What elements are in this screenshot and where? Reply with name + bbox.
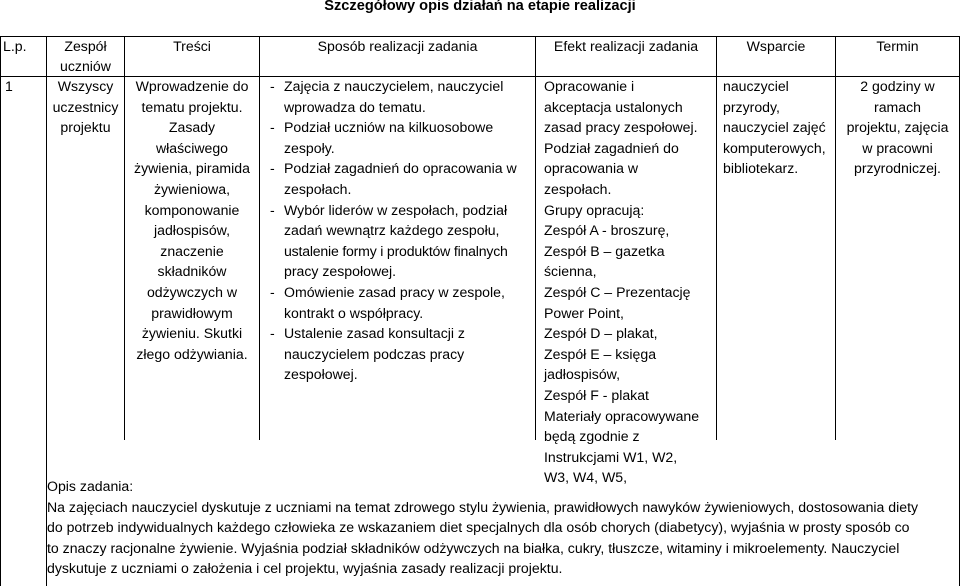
cell-line: projektu [60, 119, 111, 136]
header-tresci: Treści [173, 38, 211, 54]
cell-line: pracy zespołowej. [284, 263, 397, 280]
cell-line: składników [157, 263, 227, 280]
cell-line: Omówienie zasad pracy w zespole, [284, 283, 505, 300]
cell-line: Zespół F - plakat [544, 386, 649, 403]
cell-line: w pracowni [862, 139, 933, 156]
list-dash: - [270, 160, 275, 177]
list-dash: - [270, 283, 275, 300]
cell-line: bibliotekarz. [723, 160, 799, 177]
list-item [268, 117, 534, 158]
description-label: Opis zadania: [47, 478, 134, 494]
cell-line: opracowania w [544, 160, 639, 177]
cell-line: zespołach. [544, 180, 612, 197]
col-divider [259, 36, 260, 440]
cell-line: Zespół D – plakat, [544, 325, 658, 342]
cell-line: jadłospisów, [154, 222, 230, 239]
cell-line: zespołowej. [284, 366, 358, 383]
page-title: Szczegółowy opis działań na etapie realizacji [324, 0, 636, 14]
header-sposob: Sposób realizacji zadania [317, 38, 478, 54]
realization-table [0, 36, 960, 586]
cell-line: odżywczych w [146, 283, 238, 300]
cell-line: zespoły. [284, 139, 335, 156]
cell-line: ustalenie formy i produktów finalnych [284, 242, 508, 259]
task-description [47, 476, 957, 579]
cell-line: Wszyscy [57, 78, 114, 94]
row-termin [836, 76, 959, 179]
cell-line: żywieniu. Skutki [141, 325, 243, 342]
header-zespol [47, 36, 124, 76]
list-item [268, 76, 534, 117]
header-efekt: Efekt realizacji zadania [553, 38, 699, 54]
cell-line: Grupy opracują: [544, 201, 645, 218]
cell-line: Wprowadzenie do [135, 78, 249, 94]
cell-line: Zespół B – gazetka [544, 242, 665, 259]
cell-line: Opracowanie i [544, 78, 635, 94]
cell-line: Materiały opracowywane [544, 407, 700, 424]
cell-line: kontrakt o współpracy. [284, 304, 424, 321]
list-item [268, 200, 534, 282]
description-line: to znaczy racjonalne żywienie. Wyjaśnia podział składników odżywczych na białka, cukry, tłuszcze, witaminy i mikroelementy. Nauczyciel [47, 539, 900, 556]
cell-line: nauczyciel [723, 78, 789, 94]
cell-line: zespołach. [284, 180, 352, 197]
list-item [268, 158, 534, 199]
table-border-left [0, 36, 1, 586]
row-tresci [125, 76, 259, 364]
cell-line: Instrukcjami W1, W2, [544, 448, 678, 465]
list-dash: - [270, 325, 275, 342]
cell-line: znaczenie [160, 242, 224, 259]
col-divider [716, 36, 717, 440]
list-item [268, 282, 534, 323]
cell-line: Podział uczniów na kilkuosobowe [284, 119, 494, 136]
description-line: do potrzeb indywidualnych każdego człowieka ze wskazaniem diet specjalnych dla osób chorych (diabetycy), wyjaśnia w prosty sposób co [47, 519, 910, 536]
cell-line: Podział zagadnień do opracowania w [284, 160, 517, 177]
list-dash: - [270, 78, 275, 94]
cell-line: komputerowych, [723, 139, 826, 156]
cell-line: nauczycielem podczas pracy [284, 345, 465, 362]
cell-line: nauczyciel zajęć [723, 119, 826, 136]
cell-line: Zespół E – księga [544, 345, 657, 362]
cell-line: ścienna, [544, 263, 597, 280]
cell-line: Ustalenie zasad konsultacji z [284, 325, 465, 342]
cell-line: Power Point, [544, 304, 624, 321]
cell-line: komponowanie [144, 201, 240, 218]
cell-line: jadłospisów, [544, 366, 620, 383]
cell-line: 2 godziny w [860, 78, 935, 94]
list-dash: - [270, 201, 275, 218]
header-wsparcie: Wsparcie [746, 38, 806, 54]
cell-line: Wybór liderów w zespołach, podział [284, 201, 508, 218]
list-item [268, 323, 534, 385]
cell-line: przyrodniczej. [854, 160, 941, 177]
cell-line: Podział zagadnień do [544, 139, 679, 156]
header-zespol-line: uczniów [60, 58, 111, 74]
cell-line: Zespół A - broszurę, [544, 222, 670, 239]
cell-line: przyrody, [723, 98, 780, 115]
cell-line: Zespół C – Prezentację [544, 283, 691, 300]
cell-line: wprowadza do tematu. [284, 98, 426, 115]
cell-line: projektu, zajęcia [846, 119, 949, 136]
cell-line: akceptacja ustalonych [544, 98, 683, 115]
description-line: Na zajęciach nauczyciel dyskutuje z uczniami na temat zdrowego stylu żywienia, prawidłowych nawyków żywieniowych, dostosowania diety [47, 498, 919, 515]
cell-line: prawidłowym [151, 304, 233, 321]
cell-line: Zajęcia z nauczycielem, nauczyciel [284, 78, 504, 94]
cell-line: uczestnicy [52, 98, 119, 115]
header-lp: L.p. [3, 38, 27, 54]
cell-line: właściwego [155, 139, 229, 156]
row-wsparcie [723, 76, 835, 179]
row-zespol [47, 76, 124, 138]
header-zespol-line: Zespół [64, 38, 107, 54]
cell-line: złego odżywiania. [136, 345, 248, 362]
cell-line: będą zgodnie z [544, 428, 640, 445]
cell-line: zadań wewnątrz każdego zespołu, [284, 222, 500, 239]
row-sposob [268, 76, 534, 385]
list-dash: - [270, 119, 275, 136]
row-lp: 1 [5, 78, 13, 94]
header-termin: Termin [876, 38, 919, 54]
row-efekt [544, 76, 716, 488]
cell-line: zasad pracy zespołowej. [544, 119, 698, 136]
cell-line: ramach [874, 98, 921, 115]
description-line: dyskutuje z uczniami o założenia i cel projektu, wyjaśnia zasady realizacji projektu. [47, 560, 563, 577]
cell-line: żywieniowa, [154, 180, 230, 197]
cell-line: żywienia, piramida [134, 160, 250, 177]
cell-line: Zasady [168, 119, 216, 136]
col-divider [535, 36, 536, 440]
cell-line: W3, W4, W5, [544, 469, 628, 486]
cell-line: tematu projektu. [141, 98, 243, 115]
